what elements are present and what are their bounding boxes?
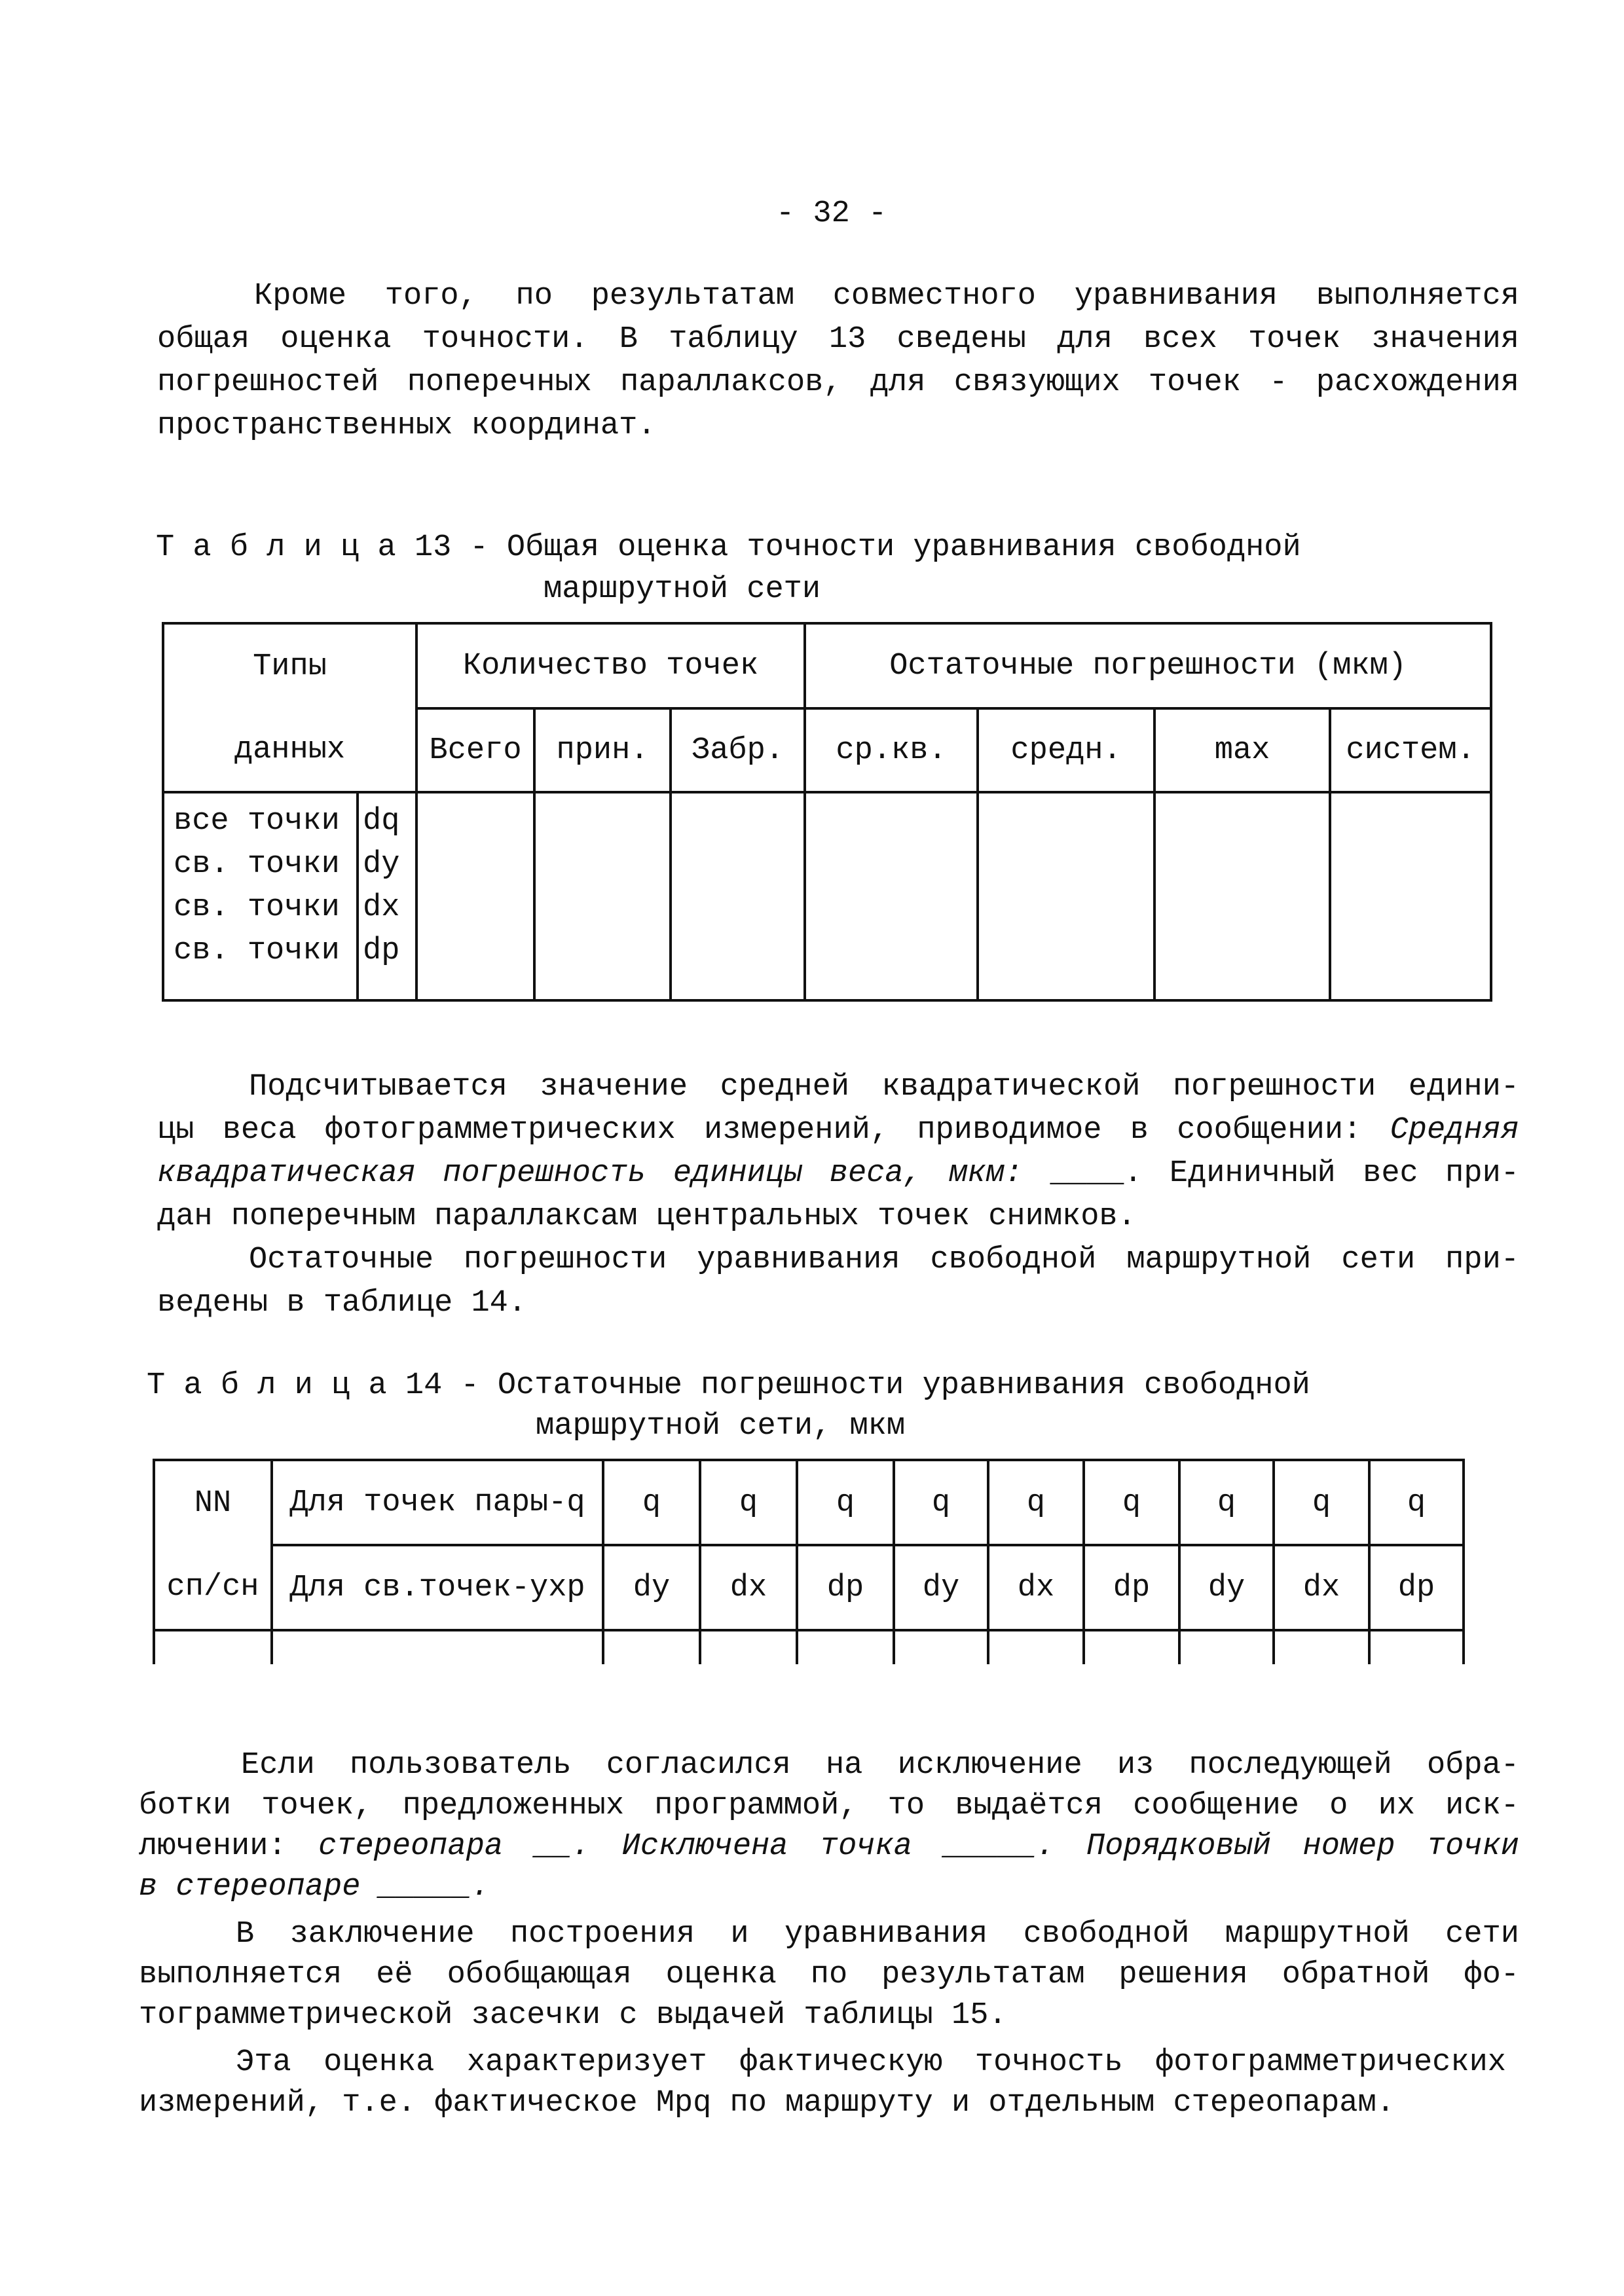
table14-tie-cell: dp — [1084, 1545, 1179, 1630]
table14-empty-cell — [603, 1630, 700, 1664]
table14-empty-cell — [988, 1630, 1084, 1664]
table13-row-label: все точки — [174, 804, 340, 839]
para6-line2: измерений, т.е. фактическое Мрq по маршруту и отдельным стереопарам. — [139, 2086, 1395, 2121]
para4-line3 — [139, 1825, 1519, 1868]
table13-cell — [978, 792, 1154, 1000]
table14-head-nn: NN — [154, 1460, 272, 1545]
table13-head-errors: Остаточные погрешности (мкм) — [805, 623, 1491, 708]
table14-empty-cell — [1179, 1630, 1274, 1664]
table14-empty-cell — [797, 1630, 894, 1664]
para2-message-start: Средняя — [1390, 1113, 1519, 1148]
page-number: - 32 - — [776, 196, 887, 231]
table14-q-cell: q — [603, 1460, 700, 1545]
table14-q-cell: q — [1274, 1460, 1369, 1545]
table13-sub-rms: ср.кв. — [805, 708, 978, 792]
table14-q-cell: q — [700, 1460, 797, 1545]
table13-cell — [534, 792, 671, 1000]
table13-sub-system: систем. — [1330, 708, 1491, 792]
table14-caption-line2: маршрутной сети, мкм — [536, 1409, 906, 1444]
table-14 — [153, 1459, 1465, 1664]
para2-line3 — [157, 1152, 1519, 1195]
table13-cell — [416, 792, 534, 1000]
para4-line2: ботки точек, предложенных программой, то выдаётся сообщение о их иск- — [139, 1789, 1519, 1823]
para5-line3: тограмметрической засечки с выдачей таблицы 15. — [139, 1998, 1007, 2033]
table14-empty-cell — [1084, 1630, 1179, 1664]
table13-sub-rejected: Забр. — [671, 708, 805, 792]
table14-caption: Т а б л и ц а 14 - Остаточные погрешности уравнивания свободной — [147, 1368, 1310, 1403]
para3-line1: Остаточные погрешности уравнивания свободной маршрутной сети при- — [249, 1243, 1519, 1277]
table14-tie-cell: dx — [988, 1545, 1084, 1630]
table13-caption: Т а б л и ц а 13 - Общая оценка точности уравнивания свободной — [156, 530, 1301, 565]
table13-head-types-2: данных — [163, 708, 416, 792]
para6-line1: Эта оценка характеризует фактическую точность фотограмметрических — [236, 2045, 1506, 2080]
table14-tie-cell: dp — [797, 1545, 894, 1630]
para2-message: квадратическая погрешность единицы веса, мкм: — [157, 1156, 1024, 1191]
table14-empty-cell — [154, 1630, 272, 1664]
para2-line1: Подсчитывается значение средней квадратической погрешности едини- — [249, 1070, 1519, 1104]
table14-q-cell: q — [1369, 1460, 1464, 1545]
para1-line4: пространственных координат. — [157, 409, 656, 443]
table14-head-tie: Для св.точек-уxp — [272, 1545, 603, 1630]
para4-line3-text: лючении: — [139, 1829, 287, 1864]
table14-head-pair: Для точек пары-q — [272, 1460, 603, 1545]
para4-message: стереопара __. Исключена точка _____. Порядковый номер точки — [318, 1829, 1519, 1864]
table13-cell — [805, 792, 978, 1000]
para1-line2: общая оценка точности. В таблицу 13 сведены для всех точек значения — [157, 322, 1519, 357]
table14-q-cell: q — [797, 1460, 894, 1545]
para5-line1: В заключение построения и уравнивания свободной маршрутной сети — [236, 1917, 1519, 1952]
para2-line2-text: цы веса фотограмметрических измерений, приводимое в сообщении: — [157, 1113, 1362, 1148]
table14-tie-cell: dx — [700, 1545, 797, 1630]
table13-cell — [1330, 792, 1491, 1000]
table13-sub-total: Всего — [416, 708, 534, 792]
table14-q-cell: q — [894, 1460, 988, 1545]
table13-row-label: св. точки — [174, 890, 340, 925]
table14-empty-cell — [1274, 1630, 1369, 1664]
table13-row-codes — [358, 792, 416, 1000]
table14-tie-cell: dp — [1369, 1545, 1464, 1630]
table14-tie-cell: dy — [1179, 1545, 1274, 1630]
table13-row-code: dp — [363, 934, 400, 968]
table13-row-labels — [163, 792, 358, 1000]
table14-head-nn-2: сп/сн — [154, 1545, 272, 1630]
para4-line4: в стереопаре _____. — [139, 1870, 490, 1904]
table14-tie-cell: dy — [603, 1545, 700, 1630]
table13-row-code: dq — [363, 804, 400, 839]
table14-empty-cell — [1369, 1630, 1464, 1664]
para2-line2 — [157, 1109, 1519, 1152]
para3-line2: ведены в таблице 14. — [157, 1286, 527, 1321]
table13-head-count: Количество точек — [416, 623, 805, 708]
para5-line2: выполняется её обобщающая оценка по результатам решения обратной фо- — [139, 1958, 1519, 1992]
table14-q-cell: q — [1179, 1460, 1274, 1545]
para1-line3: погрешностей поперечных параллаксов, для связующих точек - расхождения — [157, 365, 1519, 400]
para2-line4: дан поперечным параллаксам центральных точек снимков. — [157, 1199, 1136, 1234]
table13-cell — [1154, 792, 1330, 1000]
table13-head-types: Типы — [163, 623, 416, 708]
para4-line1: Если пользователь согласился на исключение из последующей обра- — [241, 1748, 1519, 1783]
table13-row-label: св. точки — [174, 847, 340, 882]
table13-row-code: dy — [363, 847, 400, 882]
para2-line3-text: ____. Единичный вес при- — [1050, 1156, 1519, 1191]
table13-row-label: св. точки — [174, 934, 340, 968]
para1-line1: Кроме того, по результатам совместного уравнивания выполняется — [254, 279, 1519, 314]
table14-empty-cell — [700, 1630, 797, 1664]
table14-q-cell: q — [988, 1460, 1084, 1545]
table14-tie-cell: dx — [1274, 1545, 1369, 1630]
table13-cell — [671, 792, 805, 1000]
table13-sub-max: max — [1154, 708, 1330, 792]
table14-q-cell: q — [1084, 1460, 1179, 1545]
table13-sub-accepted: прин. — [534, 708, 671, 792]
table14-empty-cell — [894, 1630, 988, 1664]
table13-row-code: dx — [363, 890, 400, 925]
table13-caption-line2: маршрутной сети — [544, 572, 821, 607]
table13-sub-mean: средн. — [978, 708, 1154, 792]
table14-empty-cell — [272, 1630, 603, 1664]
table14-tie-cell: dy — [894, 1545, 988, 1630]
table-13 — [162, 622, 1492, 1002]
